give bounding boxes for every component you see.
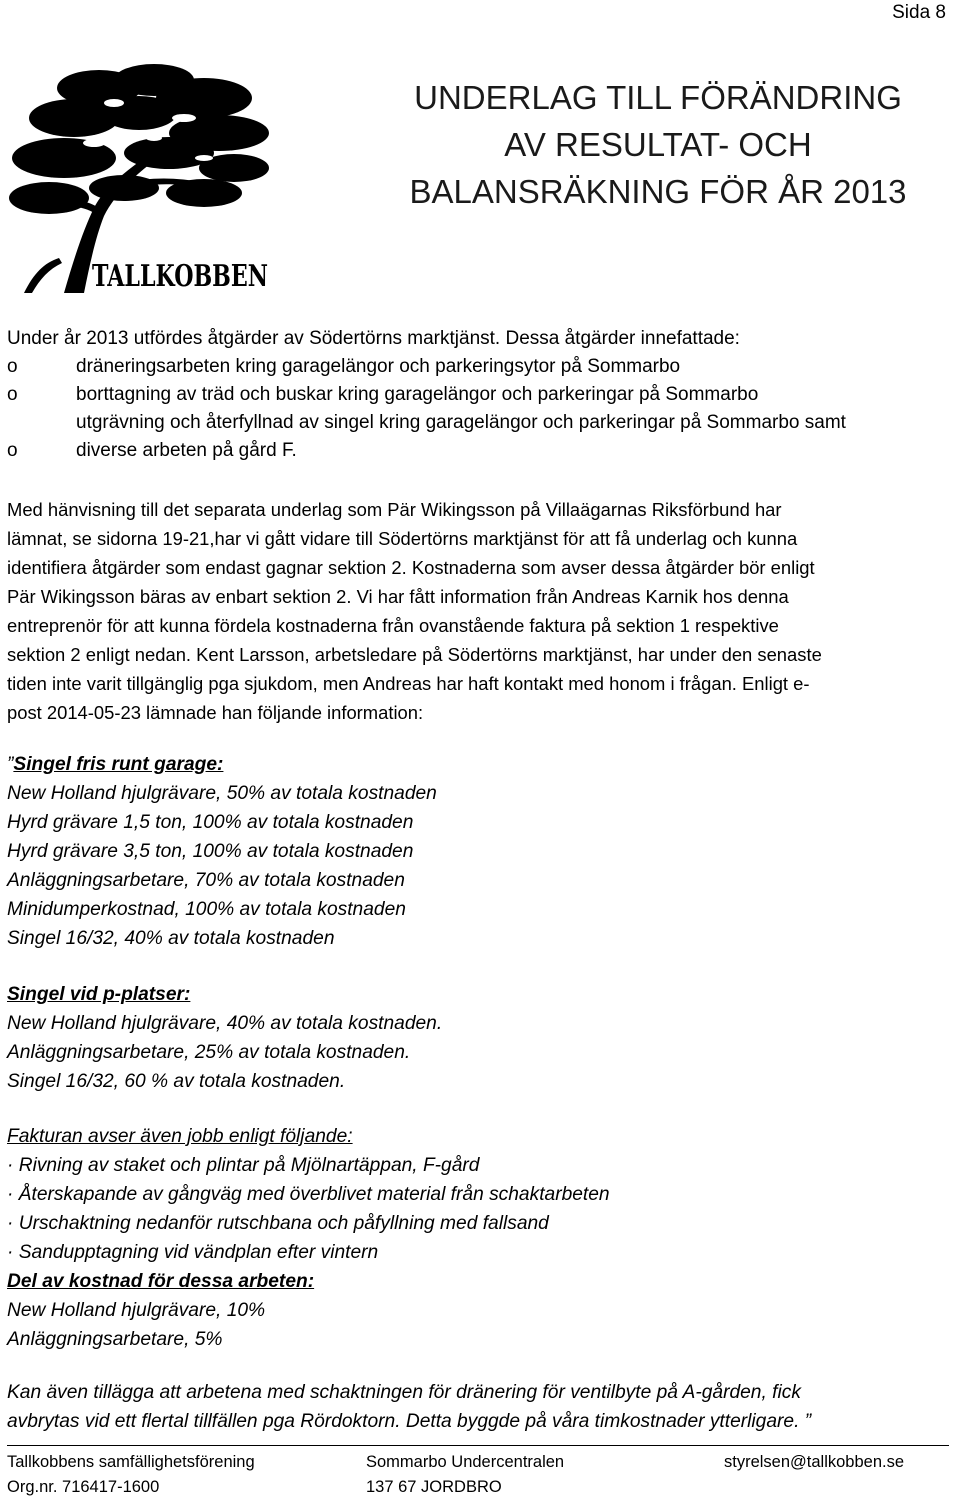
title-line: UNDERLAG TILL FÖRÄNDRING bbox=[414, 79, 902, 116]
cost-line: Anläggningsarbetare, 70% av totala kostnaden bbox=[7, 870, 405, 891]
paragraph-line: Med hänvisning till det separata underlag som Pär Wikingsson på Villaägarnas Riksförbund har bbox=[7, 499, 782, 520]
faktura-section bbox=[7, 1122, 610, 1354]
paragraph-line: Pär Wikingsson bäras av enbart sektion 2. Vi har fått information från Andreas Karnik hos denna bbox=[7, 586, 789, 607]
cost-line: Hyrd grävare 1,5 ton, 100% av totala kostnaden bbox=[7, 812, 414, 833]
list-item-text: utgrävning och återfyllnad av singel kring garagelängor och parkeringar på Sommarbo samt bbox=[76, 412, 846, 433]
list-item bbox=[7, 409, 846, 437]
pplatser-section bbox=[7, 980, 442, 1096]
opening-quote: ” bbox=[7, 754, 14, 775]
list-item bbox=[7, 437, 846, 465]
closing-note bbox=[7, 1378, 811, 1436]
bullet-marker: o bbox=[7, 384, 18, 405]
title-line: BALANSRÄKNING FÖR ÅR 2013 bbox=[409, 173, 907, 210]
body-paragraph bbox=[7, 495, 955, 727]
paragraph-line: sektion 2 enligt nedan. Kent Larsson, arbetsledare på Södertörns marktjänst, har under den senaste bbox=[7, 644, 822, 665]
section-heading: Fakturan avser även jobb enligt följande: bbox=[7, 1126, 353, 1147]
work-item: · Återskapande av gångväg med överblivet material från schaktarbeten bbox=[7, 1184, 610, 1205]
list-item bbox=[7, 381, 846, 409]
cost-line: Singel 16/32, 40% av totala kostnaden bbox=[7, 928, 335, 949]
footer-divider bbox=[7, 1445, 949, 1446]
measures-list bbox=[7, 353, 846, 465]
cost-line: Anläggningsarbetare, 25% av totala kostnaden. bbox=[7, 1042, 411, 1063]
cost-line: New Holland hjulgrävare, 50% av totala kostnaden bbox=[7, 783, 437, 804]
tallkobben-logo bbox=[4, 58, 274, 298]
cost-line: Anläggningsarbetare, 5% bbox=[7, 1329, 223, 1350]
section-heading: Singel fris runt garage: bbox=[13, 754, 224, 775]
list-item bbox=[7, 353, 846, 381]
footer-postal: 137 67 JORDBRO bbox=[366, 1478, 502, 1496]
work-item: · Urschaktning nedanför rutschbana och påfyllning med fallsand bbox=[7, 1213, 549, 1234]
cost-line: New Holland hjulgrävare, 10% bbox=[7, 1300, 266, 1321]
work-item: · Rivning av staket och plintar på Mjölnartäppan, F-gård bbox=[7, 1155, 480, 1176]
logo-wordmark: TALLKOBBEN bbox=[92, 259, 268, 294]
work-item: · Sandupptagning vid vändplan efter vintern bbox=[7, 1242, 379, 1263]
paragraph-line: identifiera åtgärder som endast gagnar sektion 2. Kostnaderna som avser dessa åtgärder bör enligt bbox=[7, 557, 815, 578]
intro-text: Under år 2013 utfördes åtgärder av Södertörns marktjänst. Dessa åtgärder innefattade: bbox=[7, 328, 740, 349]
closing-line: avbrytas vid ett flertal tillfällen pga Rördoktorn. Detta byggde på våra timkostnader ytterligare. ” bbox=[7, 1411, 812, 1432]
cost-line: New Holland hjulgrävare, 40% av totala kostnaden. bbox=[7, 1013, 443, 1034]
cost-line: Minidumperkostnad, 100% av totala kostnaden bbox=[7, 899, 406, 920]
footer-org-number: Org.nr. 716417-1600 bbox=[7, 1478, 160, 1496]
page-number: Sida 8 bbox=[892, 2, 946, 23]
footer-org-name: Tallkobbens samfällighetsförening bbox=[7, 1453, 255, 1471]
paragraph-line: tiden inte varit tillgänglig pga sjukdom, men Andreas har haft kontakt med honom i frågan. Enligt e- bbox=[7, 673, 810, 694]
footer-email[interactable]: styrelsen@tallkobben.se bbox=[724, 1453, 905, 1471]
document-title bbox=[408, 74, 908, 215]
section-heading: Singel vid p-platser: bbox=[7, 984, 191, 1005]
list-item-text: dräneringsarbeten kring garagelängor och parkeringsytor på Sommarbo bbox=[76, 356, 681, 377]
footer-address: Sommarbo Undercentralen bbox=[366, 1453, 565, 1471]
list-item-text: diverse arbeten på gård F. bbox=[76, 440, 297, 461]
list-item-text: borttagning av träd och buskar kring garagelängor och parkeringar på Sommarbo bbox=[76, 384, 759, 405]
closing-line: Kan även tillägga att arbetena med schaktningen för dränering för ventilbyte på A-gården, fick bbox=[7, 1382, 801, 1403]
bullet-marker: o bbox=[7, 440, 18, 461]
garage-section bbox=[7, 750, 437, 953]
bullet-marker: o bbox=[7, 356, 18, 377]
paragraph-line: post 2014-05-23 lämnade han följande information: bbox=[7, 702, 424, 723]
paragraph-line: entreprenör för att kunna fördela kostnaderna från ovanstående faktura på sektion 1 respektive bbox=[7, 615, 779, 636]
cost-line: Hyrd grävare 3,5 ton, 100% av totala kostnaden bbox=[7, 841, 414, 862]
title-line: AV RESULTAT- OCH bbox=[504, 126, 812, 163]
sub-heading: Del av kostnad för dessa arbeten: bbox=[7, 1271, 315, 1292]
paragraph-line: lämnat, se sidorna 19-21,har vi gått vidare till Södertörns marktjänst för att få underlag och kunna bbox=[7, 528, 798, 549]
cost-line: Singel 16/32, 60 % av totala kostnaden. bbox=[7, 1071, 346, 1092]
